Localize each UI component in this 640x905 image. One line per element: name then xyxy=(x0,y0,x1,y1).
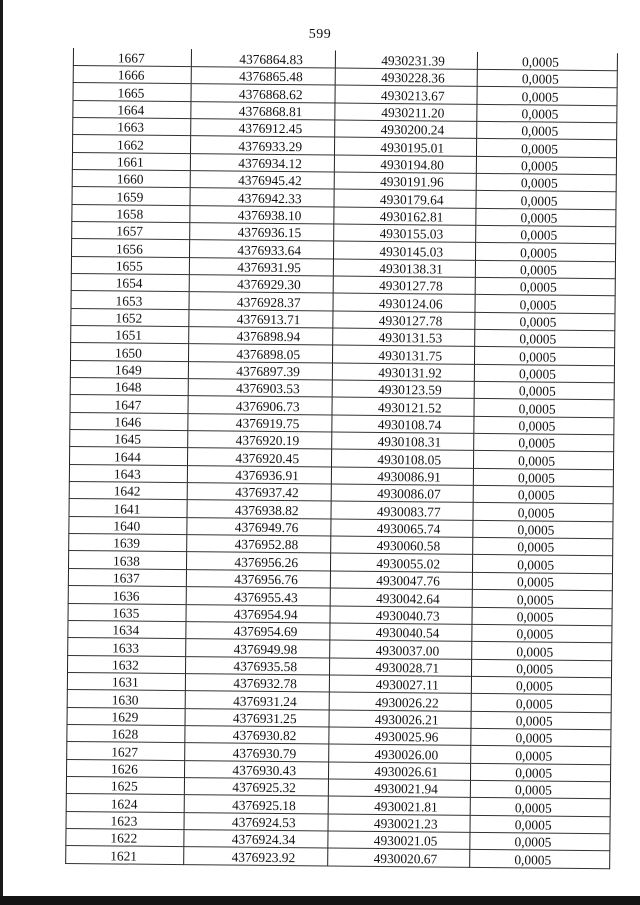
error-cell: 0,0005 xyxy=(475,277,615,296)
y-coordinate-cell: 4930086.07 xyxy=(331,484,473,503)
y-coordinate-cell: 4930021.05 xyxy=(328,831,470,850)
y-coordinate-cell: 4930124.06 xyxy=(333,293,475,312)
x-coordinate-cell: 4376923.92 xyxy=(184,847,328,866)
point-number-cell: 1622 xyxy=(66,828,184,846)
point-number-cell: 1660 xyxy=(72,169,190,187)
error-cell: 0,0005 xyxy=(473,520,613,539)
error-cell: 0,0005 xyxy=(472,624,612,643)
point-number-cell: 1629 xyxy=(67,707,185,725)
y-coordinate-cell: 4930228.36 xyxy=(335,68,477,87)
point-number-cell: 1659 xyxy=(72,187,190,205)
y-coordinate-cell: 4930060.58 xyxy=(331,536,473,555)
point-number-cell: 1644 xyxy=(70,447,188,465)
error-cell: 0,0005 xyxy=(470,832,610,851)
y-coordinate-cell: 4930040.73 xyxy=(330,605,472,624)
x-coordinate-cell: 4376949.98 xyxy=(186,639,330,658)
error-cell: 0,0005 xyxy=(474,364,614,383)
y-coordinate-cell: 4930042.64 xyxy=(330,588,472,607)
y-coordinate-cell: 4930037.00 xyxy=(330,640,472,659)
y-coordinate-cell: 4930127.78 xyxy=(333,276,475,295)
point-number-cell: 1627 xyxy=(67,742,185,760)
y-coordinate-cell: 4930083.77 xyxy=(331,501,473,520)
y-coordinate-cell: 4930127.78 xyxy=(333,311,475,330)
y-coordinate-cell: 4930138.31 xyxy=(333,259,475,278)
error-cell: 0,0005 xyxy=(475,329,615,348)
x-coordinate-cell: 4376919.75 xyxy=(188,413,332,432)
point-number-cell: 1631 xyxy=(67,672,185,690)
y-coordinate-cell: 4930026.21 xyxy=(329,710,471,729)
point-number-cell: 1621 xyxy=(66,846,184,864)
y-coordinate-cell: 4930155.03 xyxy=(334,224,476,243)
error-cell: 0,0005 xyxy=(476,225,616,244)
error-cell: 0,0005 xyxy=(477,121,617,140)
error-cell: 0,0005 xyxy=(470,850,610,869)
error-cell: 0,0005 xyxy=(472,572,612,591)
error-cell: 0,0005 xyxy=(473,503,613,522)
point-number-cell: 1625 xyxy=(66,776,184,794)
point-number-cell: 1656 xyxy=(72,239,190,257)
point-number-cell: 1641 xyxy=(69,499,187,517)
error-cell: 0,0005 xyxy=(476,156,616,175)
y-coordinate-cell: 4930086.91 xyxy=(331,467,473,486)
error-cell: 0,0005 xyxy=(477,69,617,88)
y-coordinate-cell: 4930055.02 xyxy=(330,553,472,572)
point-number-cell: 1642 xyxy=(69,482,187,500)
error-cell: 0,0005 xyxy=(473,468,613,487)
x-coordinate-cell: 4376954.69 xyxy=(186,621,330,640)
point-number-cell: 1665 xyxy=(73,83,191,101)
y-coordinate-cell: 4930195.01 xyxy=(334,137,476,156)
error-cell: 0,0005 xyxy=(477,52,617,71)
error-cell: 0,0005 xyxy=(477,87,617,106)
point-number-cell: 1635 xyxy=(68,603,186,621)
x-coordinate-cell: 4376949.76 xyxy=(187,517,331,536)
point-number-cell: 1638 xyxy=(69,551,187,569)
x-coordinate-cell: 4376933.29 xyxy=(190,136,334,155)
point-number-cell: 1633 xyxy=(68,638,186,656)
x-coordinate-cell: 4376913.71 xyxy=(189,309,333,328)
y-coordinate-cell: 4930065.74 xyxy=(331,519,473,538)
point-number-cell: 1649 xyxy=(70,360,188,378)
point-number-cell: 1626 xyxy=(67,759,185,777)
point-number-cell: 1663 xyxy=(73,117,191,135)
scan-edge-bottom xyxy=(0,896,640,905)
error-cell: 0,0005 xyxy=(476,208,616,227)
point-number-cell: 1624 xyxy=(66,794,184,812)
y-coordinate-cell: 4930040.54 xyxy=(330,623,472,642)
x-coordinate-cell: 4376865.48 xyxy=(191,66,335,85)
error-cell: 0,0005 xyxy=(475,295,615,314)
y-coordinate-cell: 4930021.81 xyxy=(328,796,470,815)
point-number-cell: 1646 xyxy=(70,412,188,430)
coordinates-table-wrapper xyxy=(65,48,618,869)
point-number-cell: 1643 xyxy=(69,464,187,482)
y-coordinate-cell: 4930162.81 xyxy=(334,207,476,226)
error-cell: 0,0005 xyxy=(470,780,610,799)
point-number-cell: 1648 xyxy=(70,378,188,396)
y-coordinate-cell: 4930213.67 xyxy=(335,85,477,104)
x-coordinate-cell: 4376954.94 xyxy=(186,604,330,623)
error-cell: 0,0005 xyxy=(470,798,610,817)
x-coordinate-cell: 4376868.81 xyxy=(191,101,335,120)
x-coordinate-cell: 4376930.82 xyxy=(185,726,329,745)
y-coordinate-cell: 4930020.67 xyxy=(328,848,470,867)
error-cell: 0,0005 xyxy=(474,381,614,400)
y-coordinate-cell: 4930108.31 xyxy=(332,432,474,451)
page-number: 599 xyxy=(308,27,332,42)
y-coordinate-cell: 4930026.00 xyxy=(329,744,471,763)
point-number-cell: 1630 xyxy=(67,690,185,708)
y-coordinate-cell: 4930123.59 xyxy=(332,380,474,399)
x-coordinate-cell: 4376936.15 xyxy=(190,223,334,242)
point-number-cell: 1640 xyxy=(69,516,187,534)
point-number-cell: 1636 xyxy=(68,586,186,604)
x-coordinate-cell: 4376898.94 xyxy=(189,327,333,346)
point-number-cell: 1647 xyxy=(70,395,188,413)
error-cell: 0,0005 xyxy=(475,243,615,262)
y-coordinate-cell: 4930026.22 xyxy=(329,692,471,711)
error-cell: 0,0005 xyxy=(473,485,613,504)
y-coordinate-cell: 4930021.23 xyxy=(328,814,470,833)
point-number-cell: 1664 xyxy=(73,100,191,118)
error-cell: 0,0005 xyxy=(473,451,613,470)
x-coordinate-cell: 4376955.43 xyxy=(186,587,330,606)
y-coordinate-cell: 4930211.20 xyxy=(335,103,477,122)
error-cell: 0,0005 xyxy=(474,433,614,452)
point-number-cell: 1634 xyxy=(68,620,186,638)
x-coordinate-cell: 4376932.78 xyxy=(185,673,329,692)
point-number-cell: 1661 xyxy=(72,152,190,170)
error-cell: 0,0005 xyxy=(475,312,615,331)
error-cell: 0,0005 xyxy=(472,642,612,661)
x-coordinate-cell: 4376933.64 xyxy=(189,240,333,259)
error-cell: 0,0005 xyxy=(473,537,613,556)
point-number-cell: 1658 xyxy=(72,204,190,222)
y-coordinate-cell: 4930194.80 xyxy=(334,155,476,174)
x-coordinate-cell: 4376924.53 xyxy=(184,812,328,831)
error-cell: 0,0005 xyxy=(472,555,612,574)
x-coordinate-cell: 4376938.82 xyxy=(187,500,331,519)
error-cell: 0,0005 xyxy=(470,763,610,782)
error-cell: 0,0005 xyxy=(476,139,616,158)
coordinates-table xyxy=(65,48,618,869)
point-number-cell: 1637 xyxy=(68,568,186,586)
error-cell: 0,0005 xyxy=(476,173,616,192)
point-number-cell: 1657 xyxy=(72,221,190,239)
x-coordinate-cell: 4376897.39 xyxy=(188,361,332,380)
point-number-cell: 1653 xyxy=(71,291,189,309)
x-coordinate-cell: 4376929.30 xyxy=(189,275,333,294)
error-cell: 0,0005 xyxy=(471,711,611,730)
error-cell: 0,0005 xyxy=(472,607,612,626)
point-number-cell: 1639 xyxy=(69,534,187,552)
error-cell: 0,0005 xyxy=(471,694,611,713)
x-coordinate-cell: 4376942.33 xyxy=(190,188,334,207)
error-cell: 0,0005 xyxy=(477,104,617,123)
point-number-cell: 1652 xyxy=(71,308,189,326)
x-coordinate-cell: 4376931.25 xyxy=(185,708,329,727)
error-cell: 0,0005 xyxy=(475,260,615,279)
point-number-cell: 1655 xyxy=(71,256,189,274)
point-number-cell: 1623 xyxy=(66,811,184,829)
error-cell: 0,0005 xyxy=(476,191,616,210)
point-number-cell: 1667 xyxy=(73,48,191,66)
y-coordinate-cell: 4930026.61 xyxy=(328,762,470,781)
y-coordinate-cell: 4930179.64 xyxy=(334,189,476,208)
y-coordinate-cell: 4930131.53 xyxy=(333,328,475,347)
x-coordinate-cell: 4376912.45 xyxy=(191,119,335,138)
y-coordinate-cell: 4930131.75 xyxy=(332,345,474,364)
y-coordinate-cell: 4930027.11 xyxy=(329,675,471,694)
error-cell: 0,0005 xyxy=(474,416,614,435)
x-coordinate-cell: 4376937.42 xyxy=(187,483,331,502)
y-coordinate-cell: 4930028.71 xyxy=(329,658,471,677)
x-coordinate-cell: 4376935.58 xyxy=(186,656,330,675)
x-coordinate-cell: 4376956.76 xyxy=(186,569,330,588)
y-coordinate-cell: 4930047.76 xyxy=(330,571,472,590)
y-coordinate-cell: 4930108.74 xyxy=(332,415,474,434)
error-cell: 0,0005 xyxy=(474,399,614,418)
y-coordinate-cell: 4930021.94 xyxy=(328,779,470,798)
x-coordinate-cell: 4376920.45 xyxy=(187,448,331,467)
x-coordinate-cell: 4376868.62 xyxy=(191,84,335,103)
point-number-cell: 1662 xyxy=(73,135,191,153)
scan-edge-left xyxy=(0,0,3,905)
point-number-cell: 1645 xyxy=(70,430,188,448)
x-coordinate-cell: 4376931.95 xyxy=(189,257,333,276)
point-number-cell: 1628 xyxy=(67,724,185,742)
y-coordinate-cell: 4930200.24 xyxy=(335,120,477,139)
x-coordinate-cell: 4376906.73 xyxy=(188,396,332,415)
y-coordinate-cell: 4930025.96 xyxy=(329,727,471,746)
x-coordinate-cell: 4376898.05 xyxy=(188,344,332,363)
x-coordinate-cell: 4376925.32 xyxy=(184,778,328,797)
error-cell: 0,0005 xyxy=(471,746,611,765)
y-coordinate-cell: 4930191.96 xyxy=(334,172,476,191)
x-coordinate-cell: 4376920.19 xyxy=(188,431,332,450)
point-number-cell: 1666 xyxy=(73,65,191,83)
error-cell: 0,0005 xyxy=(472,590,612,609)
y-coordinate-cell: 4930131.92 xyxy=(332,363,474,382)
error-cell: 0,0005 xyxy=(470,815,610,834)
x-coordinate-cell: 4376938.10 xyxy=(190,205,334,224)
x-coordinate-cell: 4376925.18 xyxy=(184,795,328,814)
point-number-cell: 1650 xyxy=(71,343,189,361)
x-coordinate-cell: 4376931.24 xyxy=(185,691,329,710)
x-coordinate-cell: 4376956.26 xyxy=(186,552,330,571)
x-coordinate-cell: 4376952.88 xyxy=(187,535,331,554)
x-coordinate-cell: 4376864.83 xyxy=(191,49,335,68)
x-coordinate-cell: 4376934.12 xyxy=(190,153,334,172)
x-coordinate-cell: 4376903.53 xyxy=(188,379,332,398)
point-number-cell: 1632 xyxy=(68,655,186,673)
x-coordinate-cell: 4376930.79 xyxy=(185,743,329,762)
error-cell: 0,0005 xyxy=(471,728,611,747)
x-coordinate-cell: 4376928.37 xyxy=(189,292,333,311)
y-coordinate-cell: 4930108.05 xyxy=(331,449,473,468)
point-number-cell: 1654 xyxy=(71,273,189,291)
error-cell: 0,0005 xyxy=(474,347,614,366)
point-number-cell: 1651 xyxy=(71,325,189,343)
x-coordinate-cell: 4376924.34 xyxy=(184,830,328,849)
y-coordinate-cell: 4930231.39 xyxy=(335,51,477,70)
x-coordinate-cell: 4376945.42 xyxy=(190,171,334,190)
x-coordinate-cell: 4376936.91 xyxy=(187,465,331,484)
y-coordinate-cell: 4930145.03 xyxy=(333,241,475,260)
error-cell: 0,0005 xyxy=(471,676,611,695)
x-coordinate-cell: 4376930.43 xyxy=(185,760,329,779)
error-cell: 0,0005 xyxy=(471,659,611,678)
y-coordinate-cell: 4930121.52 xyxy=(332,397,474,416)
